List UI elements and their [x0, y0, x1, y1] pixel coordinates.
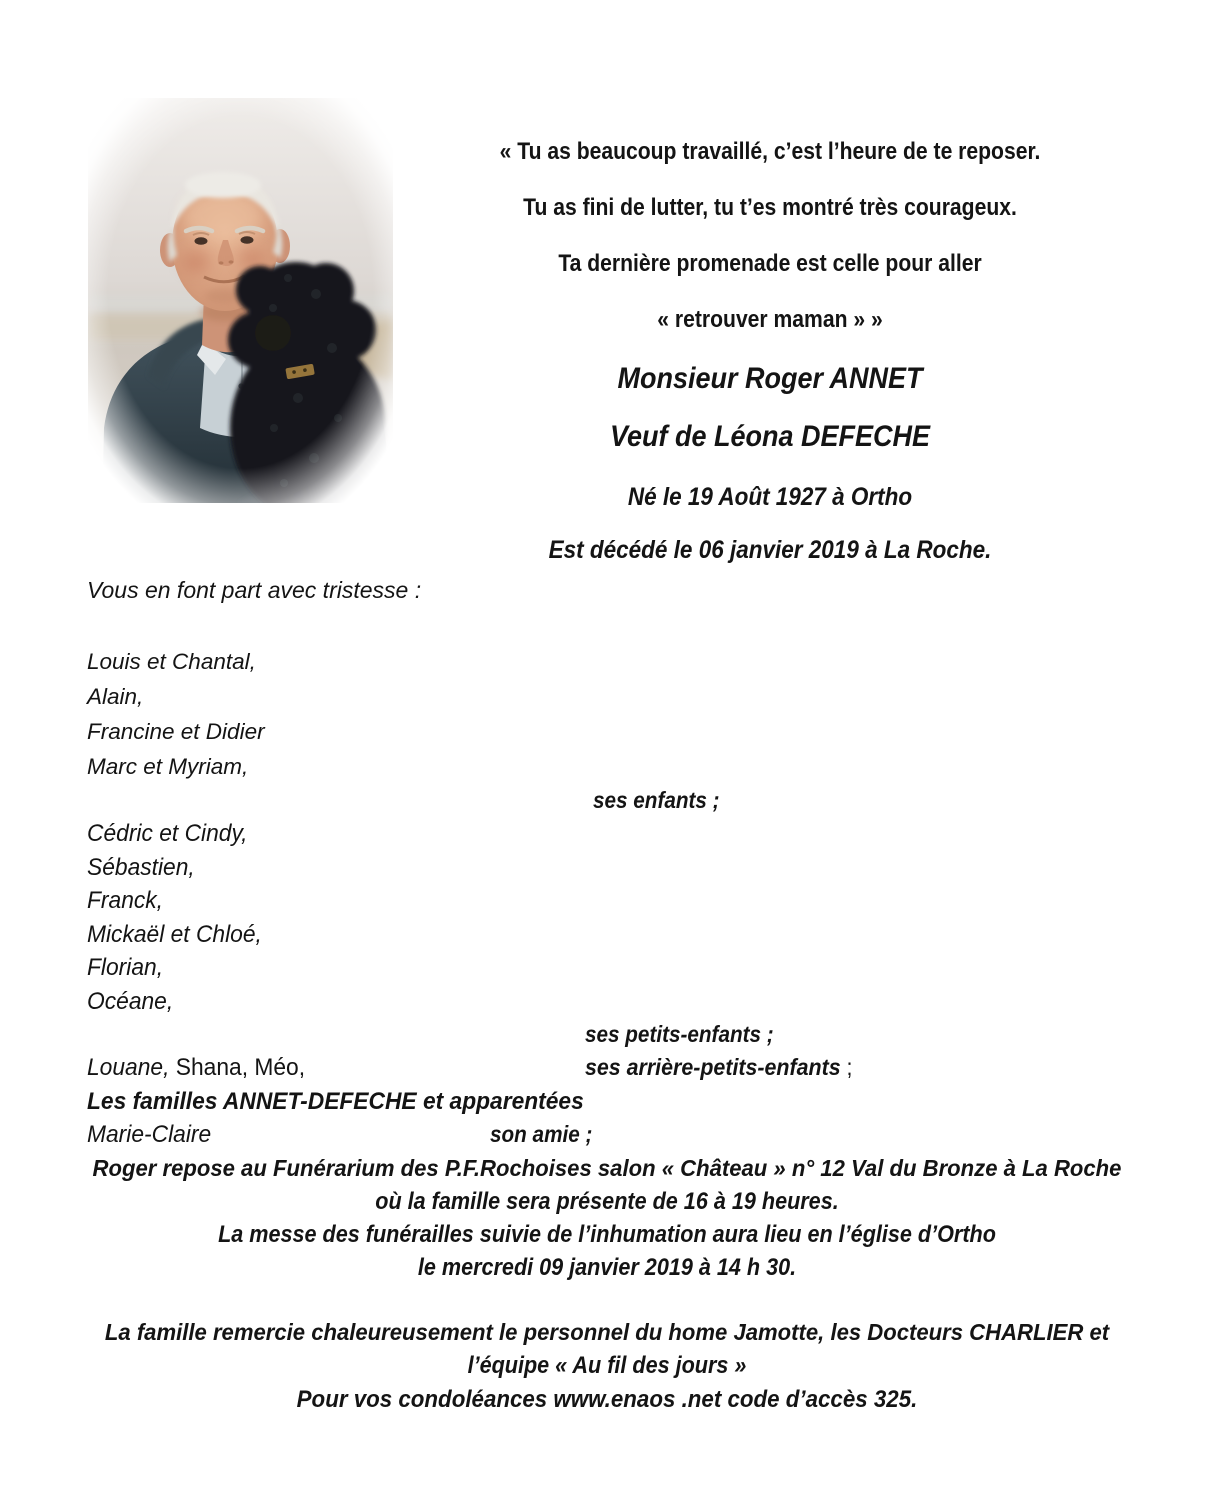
list-item: Florian, — [87, 954, 164, 981]
intro-line: Vous en font part avec tristesse : — [87, 577, 422, 603]
list-item: Franck, — [87, 887, 164, 914]
portrait-photo-illustration — [88, 98, 393, 503]
deceased-widower-line: Veuf de Léona DEFECHE — [609, 420, 931, 453]
header-section — [0, 0, 1214, 565]
funeral-line: La messe des funérailles suivie de l’inhumation aura lieu en l’église d’Ortho — [218, 1220, 996, 1248]
list-item: Sébastien, — [87, 853, 195, 881]
thanks-line: Pour vos condoléances www.enaos .net code d’accès 325. — [296, 1385, 918, 1413]
quote-line: « Tu as beaucoup travaillé, c’est l’heure de te reposer. — [499, 138, 1041, 165]
funeral-line: Roger repose au Funérarium des P.F.Rochoises salon « Château » n° 12 Val du Bronze à La Roche — [92, 1154, 1122, 1181]
families-line: Les familles ANNET-DEFECHE et apparentées — [87, 1087, 584, 1115]
grandchildren-label: ses petits-enfants ; — [585, 1021, 774, 1047]
deceased-death-line: Est décédé le 06 janvier 2019 à La Roche. — [548, 536, 992, 564]
quote-line: Ta dernière promenade est celle pour aller — [558, 250, 982, 277]
thanks-block — [0, 1316, 1214, 1417]
list-item: Louis et Chantal, — [87, 649, 256, 674]
list-item: Alain, — [87, 684, 144, 709]
quote-line: Tu as fini de lutter, tu t’es montré très courageux. — [523, 194, 1017, 221]
deceased-name: Monsieur Roger ANNET — [617, 362, 923, 395]
grandchildren-list — [87, 817, 1214, 1018]
children-label: ses enfants ; — [593, 787, 720, 813]
list-item: Marc et Myriam, — [87, 754, 249, 779]
funeral-line: où la famille sera présente de 16 à 19 heures. — [375, 1187, 839, 1215]
great-grandchildren-label: ses arrière-petits-enfants ; — [585, 1054, 853, 1080]
friend-label: son amie ; — [490, 1121, 593, 1147]
list-item: Océane, — [87, 987, 174, 1015]
deceased-birth-line: Né le 19 Août 1927 à Ortho — [627, 483, 913, 511]
list-item: Cédric et Cindy, — [87, 820, 248, 847]
grandchildren-label-line — [0, 1018, 1214, 1051]
great-grandchildren-names: Louane, Shana, Méo, — [87, 1054, 306, 1081]
children-label-line — [0, 784, 1214, 817]
friend-name: Marie-Claire — [87, 1121, 212, 1148]
quote-line: « retrouver maman » » — [657, 306, 883, 333]
portrait-photo — [88, 98, 393, 503]
funeral-details-block — [0, 1152, 1214, 1284]
thanks-line: l’équipe « Au fil des jours » — [467, 1352, 747, 1379]
great-grandchildren-row — [0, 1051, 1214, 1085]
friend-row — [0, 1118, 1214, 1152]
list-item: Francine et Didier — [87, 719, 265, 744]
funeral-line: le mercredi 09 janvier 2019 à 14 h 30. — [417, 1253, 797, 1281]
thanks-line: La famille remercie chaleureusement le personnel du home Jamotte, les Docteurs CHARLIER et — [104, 1318, 1110, 1345]
quote-and-deceased-block — [430, 0, 1110, 563]
children-list — [87, 644, 1214, 784]
list-item: Mickaël et Chloé, — [87, 920, 262, 948]
